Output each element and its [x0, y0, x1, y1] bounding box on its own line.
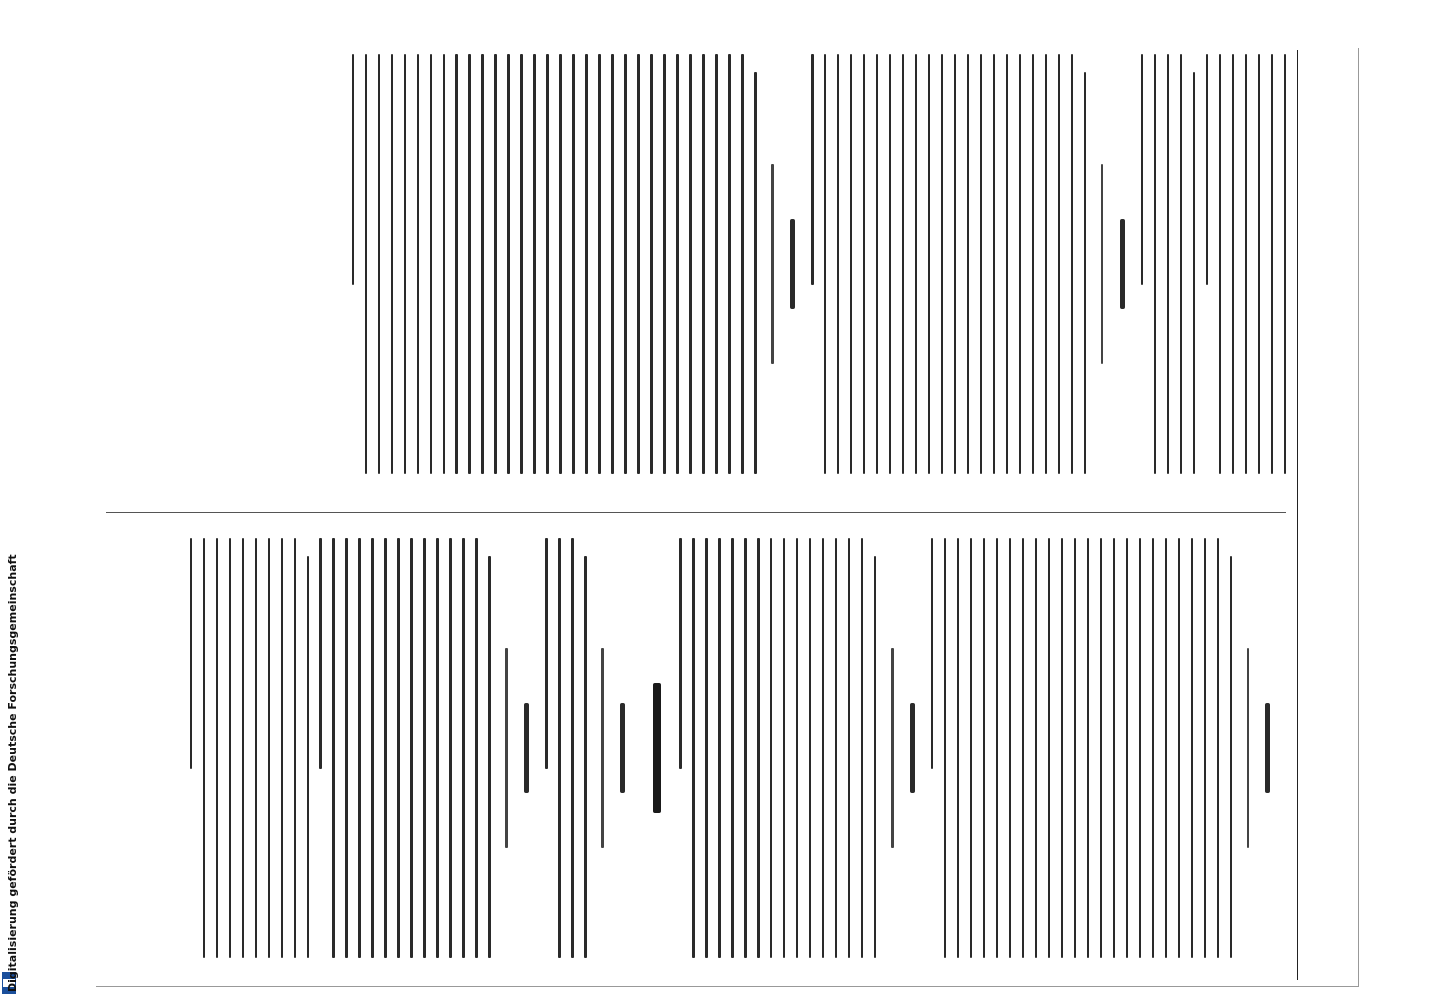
text-line — [1126, 538, 1128, 958]
margin-subheading — [1242, 538, 1254, 958]
text-line — [835, 538, 837, 958]
margin-subheading — [501, 538, 513, 958]
text-line — [731, 538, 733, 958]
text-line — [507, 54, 509, 474]
text-line — [861, 538, 863, 958]
text-line — [941, 54, 943, 474]
text-line — [850, 54, 852, 474]
text-line — [365, 54, 367, 474]
text-line — [1071, 54, 1073, 474]
text-line — [754, 72, 756, 474]
section-heading — [519, 538, 535, 958]
text-line — [1193, 72, 1195, 474]
text-line — [1113, 538, 1115, 958]
text-line — [332, 538, 334, 958]
text-column-left — [106, 54, 1286, 474]
text-line — [572, 54, 574, 474]
text-line — [757, 538, 759, 958]
text-line — [1180, 54, 1182, 474]
text-line — [190, 538, 192, 769]
text-line — [571, 538, 573, 958]
text-line — [430, 54, 432, 474]
text-line — [874, 556, 876, 958]
text-line — [1084, 72, 1086, 474]
section-heading — [785, 54, 801, 474]
text-column-right — [106, 538, 1286, 958]
text-line — [728, 54, 730, 474]
text-line — [811, 54, 813, 285]
text-line — [391, 54, 393, 474]
text-line — [848, 538, 850, 958]
text-line — [650, 54, 652, 474]
text-line — [679, 538, 681, 769]
text-line — [715, 54, 717, 474]
text-line — [1035, 538, 1037, 958]
text-line — [397, 538, 399, 958]
text-line — [475, 538, 477, 958]
text-line — [1271, 54, 1273, 474]
text-line — [520, 54, 522, 474]
text-line — [676, 54, 678, 474]
text-line — [1206, 54, 1208, 285]
text-line — [559, 54, 561, 474]
paragraph — [545, 538, 586, 958]
text-line — [967, 54, 969, 474]
text-line — [1032, 54, 1034, 474]
section-heading — [615, 538, 631, 958]
text-line — [443, 54, 445, 474]
text-line — [1019, 54, 1021, 474]
text-line — [689, 54, 691, 474]
text-line — [970, 538, 972, 958]
text-line — [1217, 538, 1219, 958]
text-line — [1232, 54, 1234, 474]
text-line — [957, 538, 959, 958]
text-line — [705, 538, 707, 958]
text-line — [863, 54, 865, 474]
text-line — [216, 538, 218, 958]
text-line — [1141, 54, 1143, 285]
text-line — [598, 54, 600, 474]
text-line — [876, 54, 878, 474]
text-line — [692, 538, 694, 958]
text-line — [545, 538, 547, 769]
text-line — [744, 538, 746, 958]
text-line — [404, 54, 406, 474]
text-line — [462, 538, 464, 958]
text-line — [770, 538, 772, 958]
margin-subheading — [886, 538, 898, 958]
text-line — [281, 538, 283, 958]
text-line — [468, 54, 470, 474]
text-line — [824, 54, 826, 474]
text-line — [944, 538, 946, 958]
text-line — [718, 538, 720, 958]
text-line — [488, 556, 490, 958]
text-line — [783, 538, 785, 958]
paragraph — [679, 538, 876, 958]
text-line — [481, 54, 483, 474]
text-line — [546, 54, 548, 474]
text-line — [796, 538, 798, 958]
text-line — [980, 54, 982, 474]
text-line — [1058, 54, 1060, 474]
margin-subheading — [597, 538, 609, 958]
text-line — [307, 556, 309, 958]
text-line — [1022, 538, 1024, 958]
text-line — [352, 54, 354, 285]
text-line — [663, 54, 665, 474]
text-line — [1178, 538, 1180, 958]
text-line — [954, 54, 956, 474]
text-line — [1154, 54, 1156, 474]
text-line — [611, 54, 613, 474]
text-line — [809, 538, 811, 958]
text-line — [584, 556, 586, 958]
text-line — [456, 54, 458, 474]
text-line — [624, 54, 626, 474]
digitization-credit: Digitalisierung gefördert durch die Deutsche Forschungsgemeinschaft — [6, 554, 19, 992]
text-line — [242, 538, 244, 958]
text-line — [741, 54, 743, 474]
paragraph — [811, 54, 1086, 474]
rotated-document-page — [94, 50, 1348, 980]
text-line — [1191, 538, 1193, 958]
margin-subheading — [767, 54, 779, 474]
section-heading — [1114, 54, 1130, 474]
section-heading — [1260, 538, 1276, 958]
text-line — [417, 54, 419, 474]
text-line — [993, 54, 995, 474]
paragraph — [1141, 54, 1195, 474]
text-line — [1230, 556, 1232, 958]
text-line — [585, 54, 587, 474]
text-line — [1258, 54, 1260, 474]
text-line — [1006, 54, 1008, 474]
text-line — [345, 538, 347, 958]
text-line — [928, 54, 930, 474]
text-line — [371, 538, 373, 958]
text-line — [558, 538, 560, 958]
paragraph — [190, 538, 309, 958]
text-line — [320, 538, 322, 769]
chapter-heading — [645, 538, 669, 958]
text-line — [1048, 538, 1050, 958]
text-line — [423, 538, 425, 958]
text-line — [384, 538, 386, 958]
text-line — [494, 54, 496, 474]
text-line — [1204, 538, 1206, 958]
text-line — [702, 54, 704, 474]
text-line — [902, 54, 904, 474]
text-line — [1009, 538, 1011, 958]
text-line — [983, 538, 985, 958]
text-line — [889, 54, 891, 474]
text-line — [915, 54, 917, 474]
text-line — [1087, 538, 1089, 958]
text-line — [1074, 538, 1076, 958]
page-header — [1297, 50, 1348, 980]
column-divider — [106, 512, 1286, 513]
text-line — [1245, 54, 1247, 474]
text-line — [255, 538, 257, 958]
paragraph — [320, 538, 491, 958]
text-line — [378, 54, 380, 474]
paragraph — [931, 538, 1232, 958]
text-line — [1100, 538, 1102, 958]
text-line — [533, 54, 535, 474]
section-heading — [904, 538, 920, 958]
paragraph — [1206, 54, 1286, 474]
text-line — [996, 538, 998, 958]
text-line — [229, 538, 231, 958]
text-line — [1152, 538, 1154, 958]
text-line — [931, 538, 933, 769]
text-line — [203, 538, 205, 958]
text-line — [1045, 54, 1047, 474]
margin-subheading — [1096, 54, 1108, 474]
text-line — [1284, 54, 1286, 474]
text-line — [1219, 54, 1221, 474]
text-line — [358, 538, 360, 958]
text-line — [268, 538, 270, 958]
text-line — [837, 54, 839, 474]
text-line — [410, 538, 412, 958]
text-line — [294, 538, 296, 958]
text-line — [637, 54, 639, 474]
text-line — [1167, 54, 1169, 474]
text-line — [1139, 538, 1141, 958]
paragraph — [352, 54, 757, 474]
text-line — [436, 538, 438, 958]
text-line — [1165, 538, 1167, 958]
text-line — [822, 538, 824, 958]
text-line — [1061, 538, 1063, 958]
text-line — [449, 538, 451, 958]
